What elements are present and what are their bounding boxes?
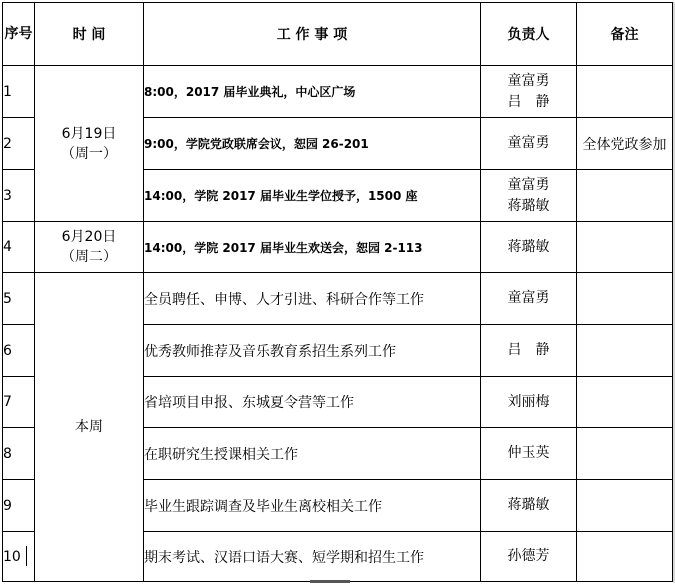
task-cell: 14:00，学院 2017 届毕业生欢送会，恕园 2-113: [144, 222, 481, 273]
row-number: 9: [3, 480, 35, 532]
scroll-marker: [310, 580, 350, 583]
owner-cell: 蒋璐敏: [481, 480, 577, 532]
owner-cell: 吕 静: [481, 325, 577, 377]
table-row: [3, 222, 673, 273]
task-cell: 优秀教师推荐及音乐教育系招生系列工作: [144, 325, 481, 377]
header-time: 时 间: [35, 3, 144, 66]
task-cell: 毕业生跟踪调查及毕业生离校相关工作: [144, 480, 481, 532]
note-cell: [577, 325, 673, 377]
table-row: [3, 273, 673, 325]
note-cell: 全体党政参加: [577, 118, 673, 170]
row-number: 3: [3, 170, 35, 222]
task-cell: 省培项目申报、东城夏令营等工作: [144, 377, 481, 428]
note-cell: [577, 377, 673, 428]
task-cell: 在职研究生授课相关工作: [144, 428, 481, 480]
owner-cell: [481, 66, 577, 118]
owner-cell: [481, 222, 577, 273]
header-owner: 负责人: [481, 3, 577, 66]
row-number: 7: [3, 377, 35, 428]
date-line: 6月19日: [61, 125, 117, 142]
row-number: 10: [3, 532, 35, 582]
date-cell: [35, 66, 144, 222]
task-cell: 8:00，2017 届毕业典礼，中心区广场: [144, 66, 481, 118]
header-seq: 序号: [3, 3, 35, 66]
note-cell: [577, 222, 673, 273]
note-cell: [577, 428, 673, 480]
owner-name: 童富勇: [507, 135, 550, 151]
owner-name: 蒋璐敏: [507, 197, 550, 214]
owner-cell: 童富勇: [481, 273, 577, 325]
text-cursor: [26, 546, 27, 566]
weekday-line: （周一）: [61, 145, 117, 162]
task-cell: 全员聘任、申博、人才引进、科研合作等工作: [144, 273, 481, 325]
week-cell: 本周: [35, 273, 144, 582]
header-note: 备注: [577, 3, 673, 66]
row-number: 2: [3, 118, 35, 170]
owner-name: 吕 静: [507, 93, 550, 110]
note-cell: [577, 170, 673, 222]
owner-cell: [481, 118, 577, 170]
header-row: [3, 3, 673, 66]
owner-cell: 仲玉英: [481, 428, 577, 480]
note-cell: [577, 532, 673, 582]
row-number: 5: [3, 273, 35, 325]
note-cell: [577, 273, 673, 325]
header-task: 工 作 事 项: [144, 3, 481, 66]
owner-name: 蒋璐敏: [507, 238, 550, 255]
owner-name: 童富勇: [507, 72, 550, 89]
note-cell: [577, 66, 673, 118]
row-number: 8: [3, 428, 35, 480]
row-number: 1: [3, 66, 35, 118]
date-cell: [35, 222, 144, 273]
row-number: 4: [3, 222, 35, 273]
owner-name: 童富勇: [507, 176, 550, 193]
schedule-table: [2, 2, 673, 582]
task-cell: 14:00，学院 2017 届毕业生学位授予，1500 座: [144, 170, 481, 222]
table-row: [3, 66, 673, 118]
row-number: 6: [3, 325, 35, 377]
task-cell: 9:00，学院党政联席会议，恕园 26-201: [144, 118, 481, 170]
weekday-line: （周二）: [61, 249, 117, 265]
note-cell: [577, 480, 673, 532]
owner-cell: 刘丽梅: [481, 377, 577, 428]
owner-cell: [481, 170, 577, 222]
task-cell: 期末考试、汉语口语大赛、短学期和招生工作: [144, 532, 481, 582]
date-line: 6月20日: [61, 229, 117, 245]
owner-cell: 孙德芳: [481, 532, 577, 582]
